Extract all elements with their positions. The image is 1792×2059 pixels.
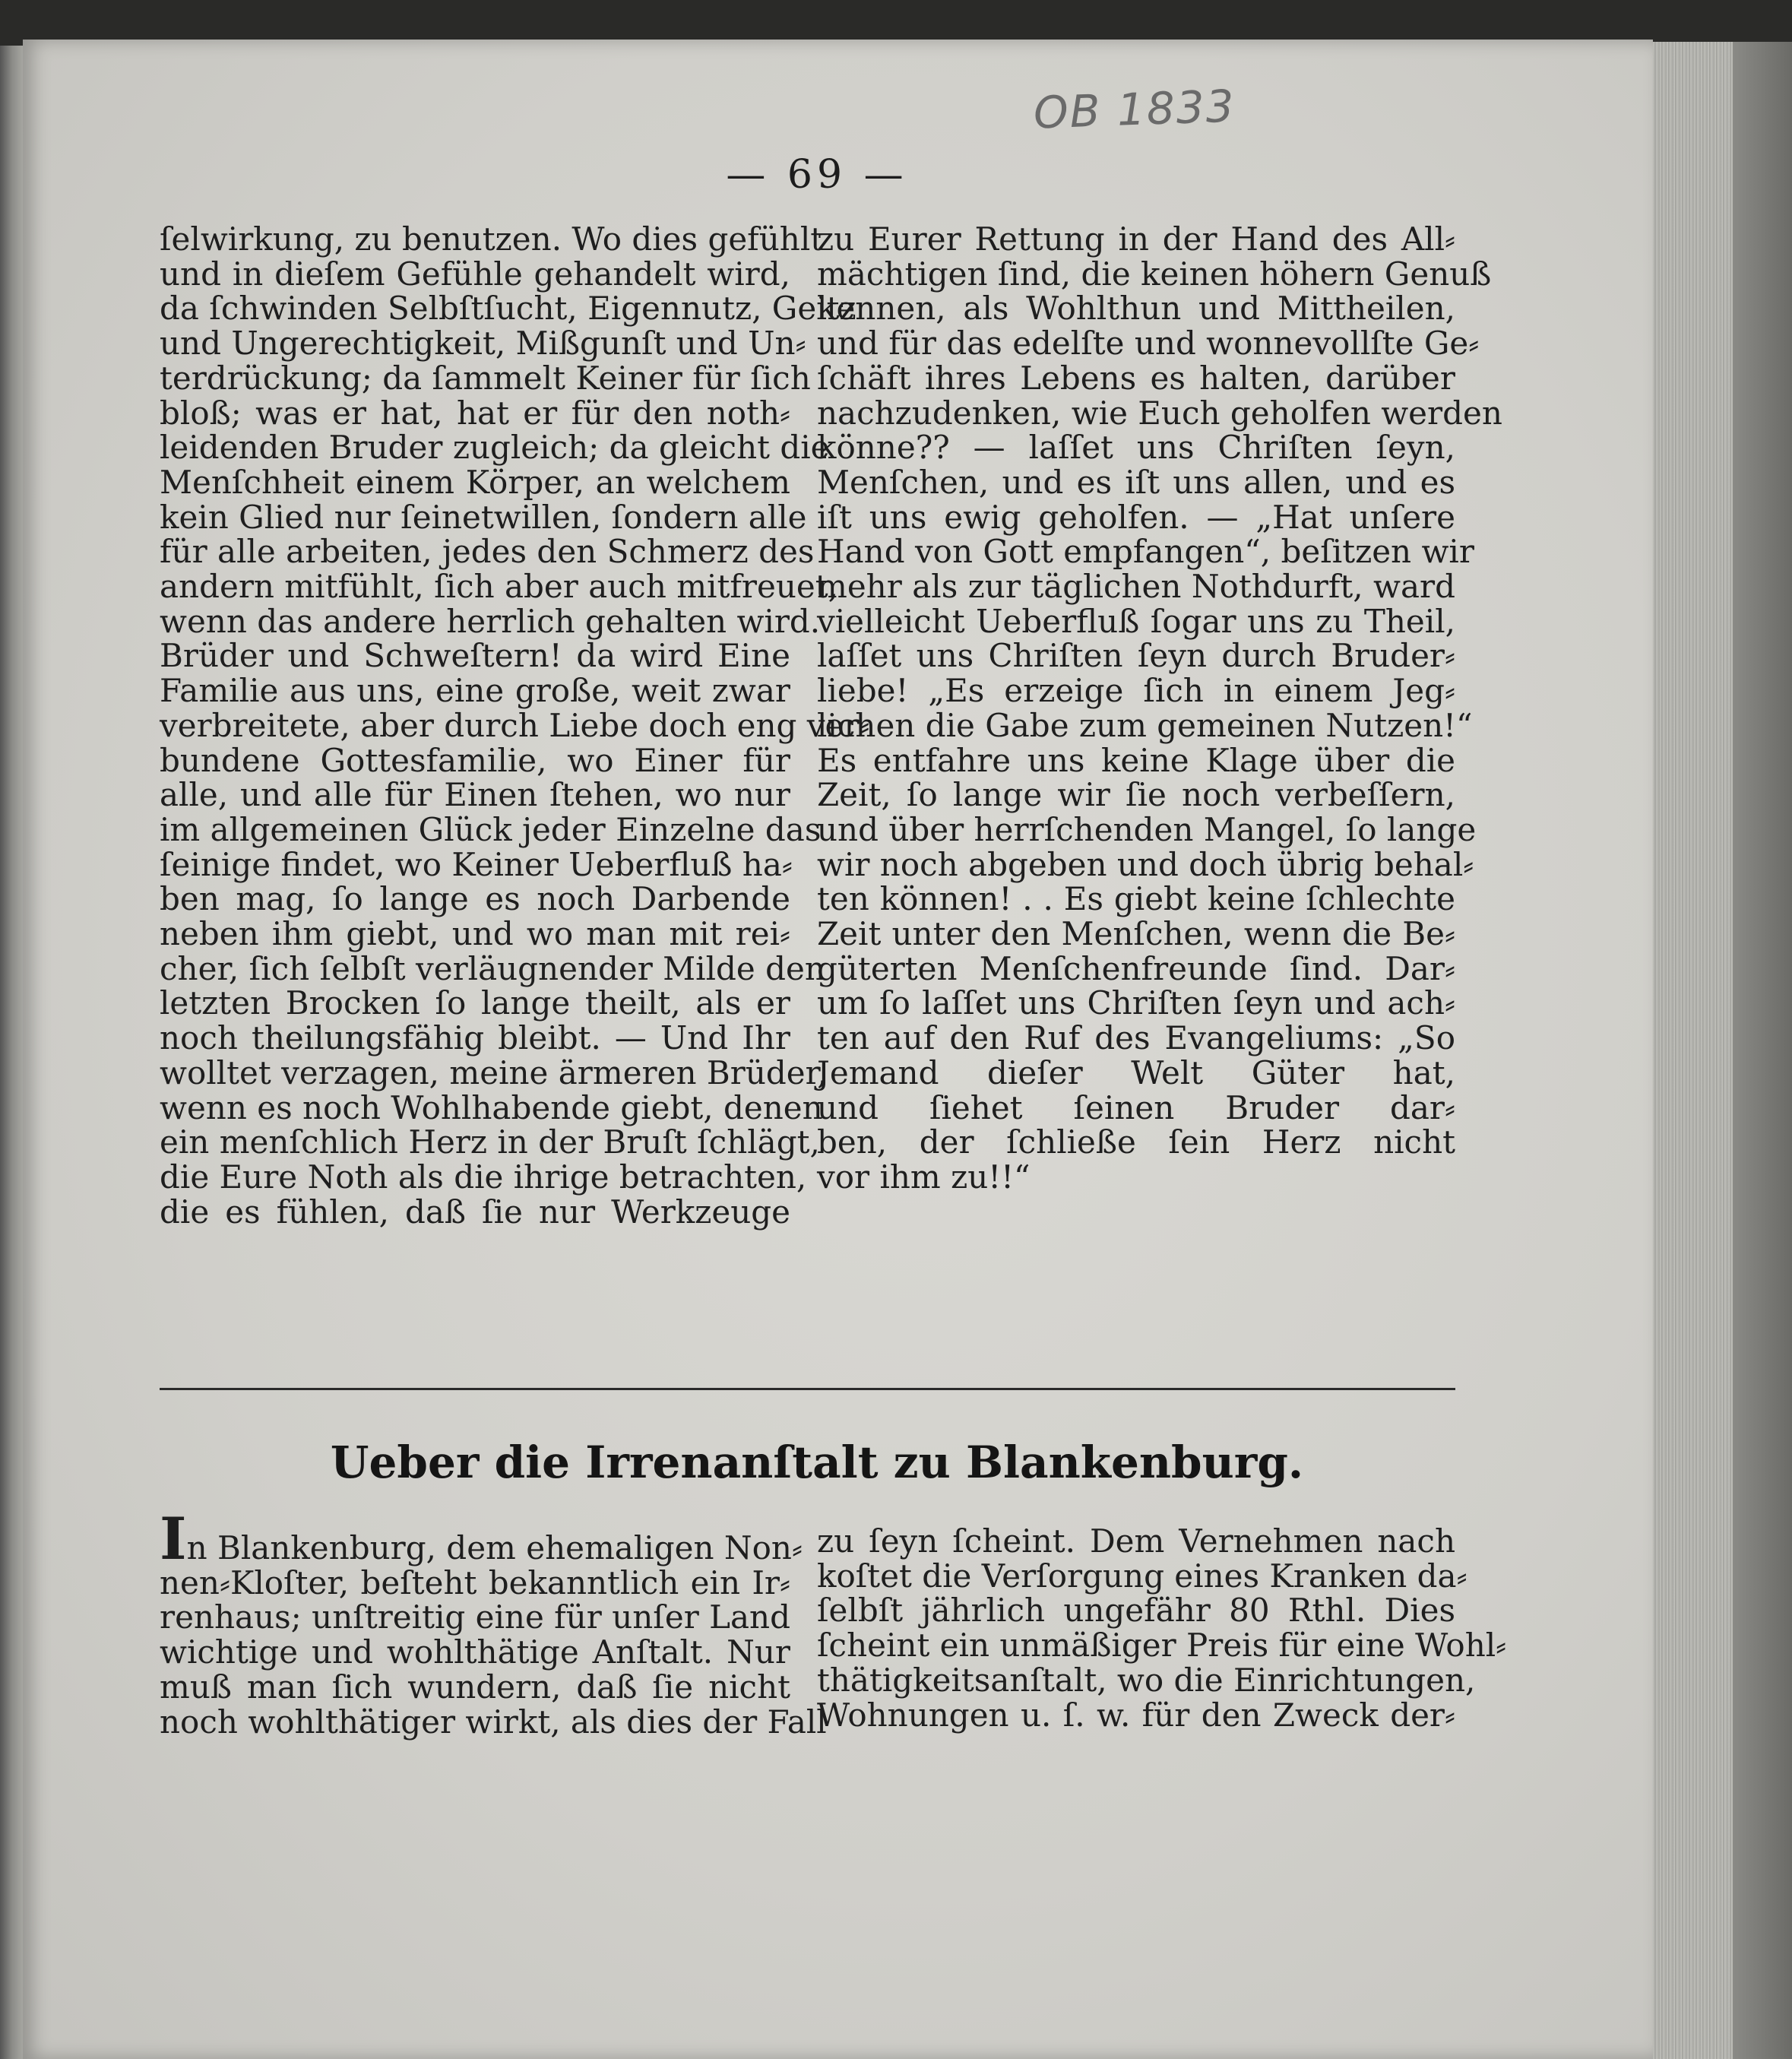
text-line: wir noch abgeben und doch übrig behal⸗	[817, 845, 1474, 883]
text-line: ſeinige findet, wo Keiner Ueberfluß ha⸗	[160, 845, 793, 883]
text-line: zu ſeyn ſcheint. Dem Vernehmen nach	[817, 1522, 1455, 1560]
section-divider	[160, 1388, 1455, 1390]
text-line: und über herrſchenden Mangel, ſo lange	[817, 810, 1477, 848]
text-line: nen⸗Kloſter, beſteht bekanntlich ein Ir⸗	[160, 1563, 790, 1601]
text-line: kennen, als Wohlthun und Mittheilen,	[817, 290, 1455, 328]
text-line: könne?? — laſſet uns Chriſten ſeyn,	[817, 429, 1455, 467]
library-stamp: OB 1833	[1032, 80, 1236, 139]
text-line: die es fühlen, daß ſie nur Werkzeuge	[160, 1193, 790, 1231]
page-block-edges	[1634, 42, 1792, 2059]
bottom-left-column	[160, 1505, 827, 1741]
text-line: noch wohlthätiger wirkt, als dies der Fall	[160, 1703, 827, 1741]
text-line: andern mitfühlt, ſich aber auch mitfreuet,	[160, 568, 838, 606]
text-line: nachzudenken, wie Euch geholfen werden	[817, 394, 1502, 432]
text-line: Menſchen, und es iſt uns allen, und es	[817, 463, 1455, 501]
text-line: letzten Brocken ſo lange theilt, als er	[160, 984, 790, 1022]
text-line: iſt uns ewig geholfen. — „Hat unſere	[817, 498, 1455, 536]
top-right-column	[817, 220, 1502, 1196]
text-line: cher, ſich ſelbſt verläugnender Milde den	[160, 949, 825, 987]
text-line: ben, der ſchließe ſein Herz nicht	[817, 1123, 1455, 1161]
text-line: muß man ſich wundern, daß ſie nicht	[160, 1668, 790, 1706]
top-left-column	[160, 220, 870, 1231]
text-line: Es entfahre uns keine Klage über die	[817, 741, 1455, 779]
text-line: die Eure Noth als die ihrige betrachten,	[160, 1158, 807, 1196]
text-line: lichen die Gabe zum gemeinen Nutzen!“	[817, 706, 1473, 744]
text-line: Familie aus uns, eine große, weit zwar	[160, 672, 790, 710]
text-line: bloß; was er hat, hat er für den noth⸗	[160, 394, 790, 432]
text-line: güterten Menſchenfreunde ſind. Dar⸗	[817, 949, 1455, 987]
text-line: laſſet uns Chriſten ſeyn durch Bruder⸗	[817, 637, 1455, 675]
text-line: thätigkeitsanſtalt, wo die Einrichtungen,	[817, 1661, 1476, 1699]
text-line: kein Glied nur ſeinetwillen, ſondern alle	[160, 498, 807, 536]
text-line: Jemand dieſer Welt Güter hat,	[817, 1053, 1455, 1091]
text-line: Zeit unter den Menſchen, wenn die Be⸗	[817, 915, 1455, 953]
text-line-rest: n Blankenburg, dem ehemaligen Non⸗	[186, 1529, 803, 1566]
text-line: ben mag, ſo lange es noch Darbende	[160, 880, 790, 918]
text-line: Wohnungen u. ſ. w. für den Zweck der⸗	[817, 1696, 1455, 1734]
text-line: um ſo laſſet uns Chriſten ſeyn und ach⸗	[817, 984, 1455, 1022]
text-line: liebe! „Es erzeige ſich in einem Jeg⸗	[817, 672, 1455, 710]
text-line: ein menſchlich Herz in der Bruſt ſchlägt,	[160, 1123, 820, 1161]
text-line: Zeit, ſo lange wir ſie noch verbeſſern,	[817, 776, 1455, 814]
text-line: vielleicht Ueberfluß ſogar uns zu Theil,	[817, 602, 1455, 640]
text-line: mächtigen ſind, die keinen höhern Genuß	[817, 255, 1492, 293]
text-line: zu Eurer Rettung in der Hand des All⸗	[817, 220, 1455, 258]
text-line: Menſchheit einem Körper, an welchem	[160, 463, 790, 501]
text-line: renhaus; unſtreitig eine für unſer Land	[160, 1598, 790, 1636]
text-line: leidenden Bruder zugleich; da gleicht die	[160, 429, 830, 467]
text-line: koſtet die Verſorgung eines Kranken da⸗	[817, 1557, 1467, 1595]
text-line: ſchäft ihres Lebens es halten, darüber	[817, 359, 1455, 397]
text-line: ſelwirkung, zu benutzen. Wo dies gefühlt	[160, 220, 824, 258]
text-line: alle, und alle für Einen ſtehen, wo nur	[160, 776, 790, 814]
text-line: und in dieſem Gefühle gehandelt wird,	[160, 255, 790, 293]
text-line: für alle arbeiten, jedes den Schmerz des	[160, 533, 815, 571]
text-line: da ſchwinden Selbſtſucht, Eigennutz, Geitz	[160, 290, 856, 328]
text-line: und für das edelſte und wonnevollſte Ge⸗	[817, 325, 1480, 363]
page-number: — 69 —	[726, 152, 908, 198]
text-line: wichtige und wohlthätige Anſtalt. Nur	[160, 1633, 790, 1671]
drop-initial: I	[160, 1505, 187, 1573]
text-line: ten auf den Ruf des Evangeliums: „So	[817, 1019, 1455, 1057]
text-line: Hand von Gott empfangen“, beſitzen wir	[817, 533, 1474, 571]
text-line: ſelbſt jährlich ungefähr 80 Rthl. Dies	[817, 1592, 1455, 1630]
text-line: terdrückung; da ſammelt Keiner für ſich	[160, 359, 811, 397]
text-line: verbreitete, aber durch Liebe doch eng ver⸗	[160, 706, 870, 744]
bottom-right-column	[817, 1522, 1507, 1734]
text-line	[160, 1505, 803, 1573]
text-line: ten können! . . Es giebt keine ſchlechte	[817, 880, 1455, 918]
text-line: und Ungerechtigkeit, Mißgunſt und Un⸗	[160, 325, 806, 363]
text-line: wenn das andere herrlich gehalten wird.	[160, 602, 821, 640]
text-line: noch theilungsfähig bleibt. — Und Ihr	[160, 1019, 790, 1057]
text-line: Brüder und Schweſtern! da wird Eine	[160, 637, 790, 675]
text-line: wenn es noch Wohlhabende giebt, denen	[160, 1088, 823, 1126]
text-line: wolltet verzagen, meine ärmeren Brüder,	[160, 1053, 828, 1091]
text-line: ſcheint ein unmäßiger Preis für eine Wohl⸗	[817, 1627, 1507, 1665]
text-line: und ſiehet ſeinen Bruder dar⸗	[817, 1088, 1455, 1126]
text-line: vor ihm zu!!“	[817, 1158, 1031, 1196]
article-heading: Ueber die Irrenanſtalt zu Blankenburg.	[330, 1437, 1304, 1488]
text-line: bundene Gottesfamilie, wo Einer für	[160, 741, 790, 779]
text-line: im allgemeinen Glück jeder Einzelne das	[160, 810, 822, 848]
text-line: mehr als zur täglichen Nothdurft, ward	[817, 568, 1455, 606]
text-line: neben ihm giebt, und wo man mit rei⸗	[160, 915, 790, 953]
